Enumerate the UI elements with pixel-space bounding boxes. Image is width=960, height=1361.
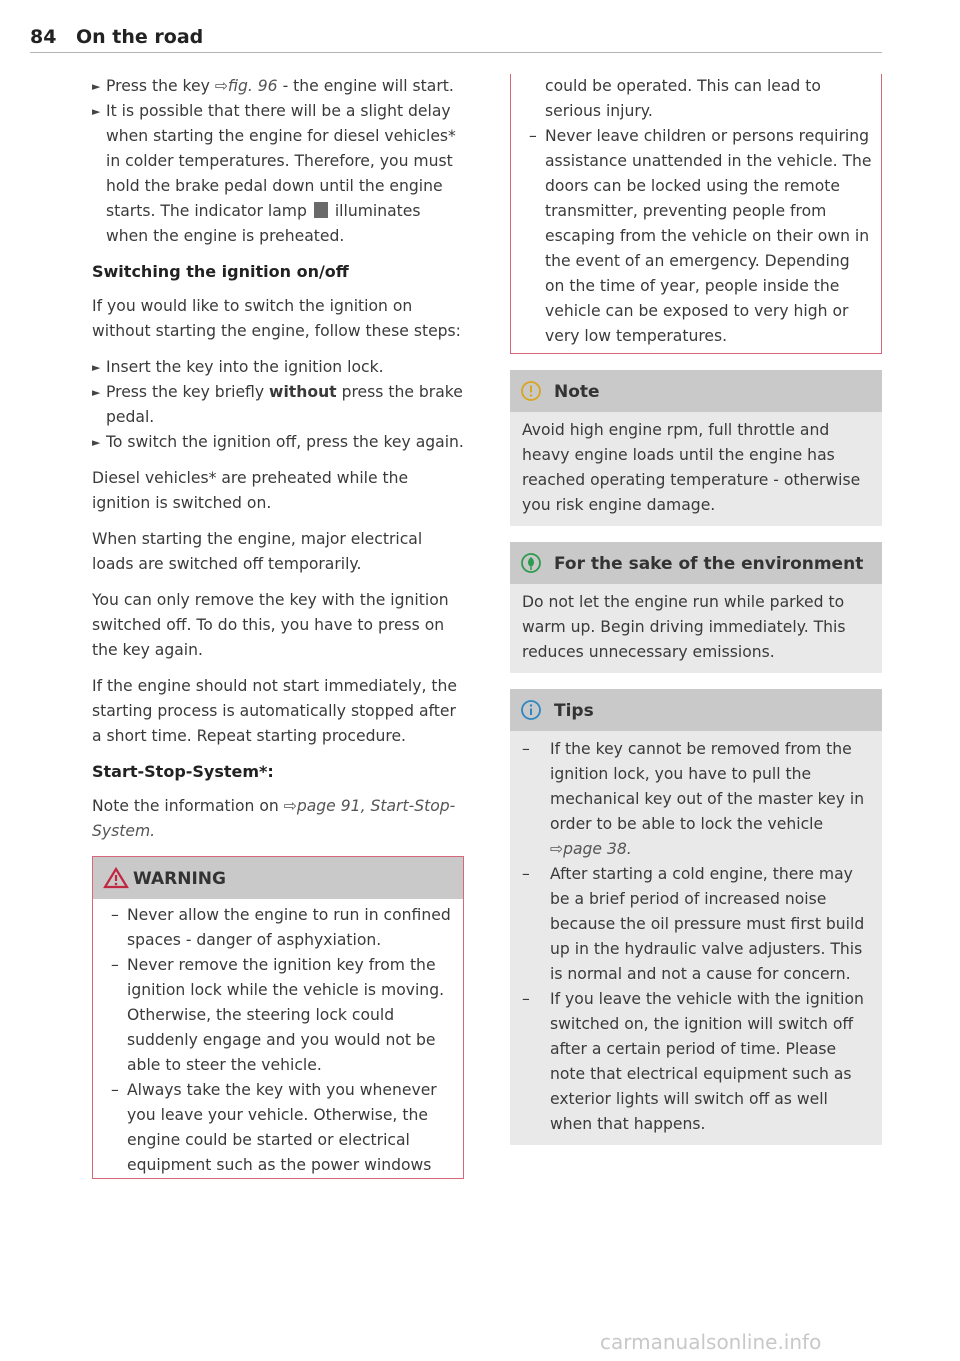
- environment-leaf-icon: [520, 552, 542, 574]
- warning-item-text: Never remove the ignition key from the ignition lock while the vehicle is moving. Otherwise, the steering lock could suddenly engage and you would not be able to steer the vehicle.: [127, 956, 445, 1074]
- step-press-key: [92, 74, 464, 99]
- tips-item: – If you leave the vehicle with the ignition switched on, the ignition will switch off after a certain period of time. Please note that electrical equipment such as exterior lights will switch off as well when that happens.: [522, 990, 864, 1133]
- left-column: [92, 74, 464, 1179]
- step-text: Insert the key into the ignition lock.: [106, 358, 384, 376]
- step-text: To switch the ignition off, press the key again.: [106, 433, 464, 451]
- note-exclamation-icon: [520, 380, 542, 402]
- warning-item-continued: [519, 74, 873, 124]
- step-press-briefly: [92, 380, 464, 430]
- warning-item-text: could be operated. This can lead to serious injury.: [545, 77, 821, 120]
- tips-title: Tips: [554, 701, 594, 721]
- tips-item-text: If you leave the vehicle with the ignition switched on, the ignition will switch off after a certain period of time. Please note that electrical equipment such as exterior lights will switch off as well when that happens.: [550, 990, 864, 1133]
- paragraph: Diesel vehicles* are preheated while the ignition is switched on.: [92, 469, 409, 512]
- warning-item-text: Always take the key with you whenever you leave your vehicle. Otherwise, the engine could be started or electrical equipment such as the power windows: [127, 1081, 437, 1174]
- note-title: Note: [554, 382, 600, 402]
- warning-item-text: Never leave children or persons requiring assistance unattended in the vehicle. The doors can be locked using the remote transmitter, preventing people from escaping from the vehicle on their own in the event of an emergency. Depending on the time of year, people inside the vehicle can be exposed to very high or very low temperatures.: [545, 127, 872, 345]
- environment-text: Do not let the engine run while parked to warm up. Begin driving immediately. This reduces unnecessary emissions.: [522, 593, 846, 661]
- paragraph: When starting the engine, major electrical loads are switched off temporarily.: [92, 530, 423, 573]
- step-switch-off: [92, 430, 464, 455]
- tips-item: – If the key cannot be removed from the ignition lock, you have to pull the mechanical key out of the master key in order to be able to lock the vehicle ⇨page 38.: [522, 740, 865, 858]
- page-header: [30, 24, 882, 53]
- warning-header: [93, 857, 463, 899]
- tips-item-text: After starting a cold engine, there may be a brief period of increased noise because the oil pressure must first build up in the hydraulic valve adjusters. This is normal and not a cause for concern.: [550, 865, 865, 983]
- warning-triangle-icon: [103, 867, 129, 889]
- tips-header: [510, 689, 882, 731]
- tips-item-text: If the key cannot be removed from the ignition lock, you have to pull the mechanical key out of the master key in order to be able to lock the vehicle: [550, 740, 865, 833]
- environment-header: [510, 542, 882, 584]
- start-stop-heading: Start-Stop-System*:: [92, 762, 274, 781]
- section-title: On the road: [76, 26, 204, 48]
- warning-item: – Never remove the ignition key from the ignition lock while the vehicle is moving. Otherwise, the steering lock could suddenly engage and you would not be able to steer the vehicle.: [111, 956, 445, 1074]
- step-diesel-delay: [92, 99, 464, 249]
- step-emphasis: without: [269, 383, 337, 401]
- tips-body: [510, 731, 882, 1145]
- note-header: [510, 370, 882, 412]
- arrow-bullet-icon: ►: [92, 386, 101, 399]
- warning-box: [92, 856, 464, 1179]
- environment-title: For the sake of the environment: [554, 554, 864, 574]
- paragraph: You can only remove the key with the ignition switched off. To do this, you have to press on the key again.: [92, 591, 449, 659]
- note-box: [510, 370, 882, 526]
- warning-title: WARNING: [133, 869, 226, 889]
- note-text: Note the information on: [92, 797, 284, 815]
- arrow-bullet-icon: ►: [92, 105, 101, 118]
- watermark-footer: carmanualsonline.info: [600, 1330, 822, 1354]
- step-text: - the engine will start.: [277, 77, 454, 95]
- figure-reference-link[interactable]: ⇨fig. 96: [214, 77, 278, 95]
- start-stop-note: [92, 794, 464, 844]
- ignition-heading: Switching the ignition on/off: [92, 262, 349, 281]
- page-reference-link[interactable]: ⇨page 38.: [550, 840, 632, 858]
- paragraph: If the engine should not start immediately, the starting process is automatically stopped after a short time. Repeat starting procedure.: [92, 677, 457, 745]
- tips-item: – After starting a cold engine, there may be a brief period of increased noise because the oil pressure must first build up in the hydraulic valve adjusters. This is normal and not a cause for concern.: [522, 865, 865, 983]
- step-insert-key: [92, 355, 464, 380]
- warning-item: – Always take the key with you whenever you leave your vehicle. Otherwise, the engine could be started or electrical equipment such as the power windows: [111, 1081, 437, 1174]
- arrow-bullet-icon: ►: [92, 361, 101, 374]
- arrow-bullet-icon: ►: [92, 436, 101, 449]
- ignition-intro: If you would like to switch the ignition on without starting the engine, follow these steps:: [92, 297, 461, 340]
- tips-info-icon: [520, 699, 542, 721]
- warning-item: – Never allow the engine to run in confined spaces - danger of asphyxiation.: [111, 906, 451, 949]
- warning-item: – Never leave children or persons requiring assistance unattended in the vehicle. The doors can be locked using the remote transmitter, preventing people from escaping from the vehicle on their own in the event of an emergency. Depending on the time of year, people inside the vehicle can be exposed to very high or very low temperatures.: [529, 127, 872, 345]
- preheat-indicator-lamp-icon: [314, 202, 328, 218]
- note-text: Avoid high engine rpm, full throttle and heavy engine loads until the engine has reached operating temperature - otherwise you risk engine damage.: [522, 421, 861, 514]
- warning-body: [93, 899, 463, 1178]
- warning-box-continued: [510, 74, 882, 354]
- step-text: Press the key: [106, 77, 215, 95]
- environment-box: [510, 542, 882, 673]
- step-text: It is possible that there will be a slight delay when starting the engine for diesel vehicles* in colder temperatures. Therefore, you must hold the brake pedal down until the engine starts. The indicator lamp: [106, 102, 456, 220]
- step-text: illuminates when the engine is preheated.: [106, 202, 421, 245]
- right-column: [510, 74, 882, 1145]
- step-text: Press the key briefly: [106, 383, 270, 401]
- arrow-bullet-icon: ►: [92, 80, 101, 93]
- tips-box: [510, 689, 882, 1145]
- page-number: 84: [30, 26, 57, 48]
- step-text: press the brake pedal.: [106, 383, 463, 426]
- page-reference-link[interactable]: ⇨page 91, Start-Stop-System.: [92, 797, 456, 840]
- warning-item-text: Never allow the engine to run in confined spaces - danger of asphyxiation.: [127, 906, 451, 949]
